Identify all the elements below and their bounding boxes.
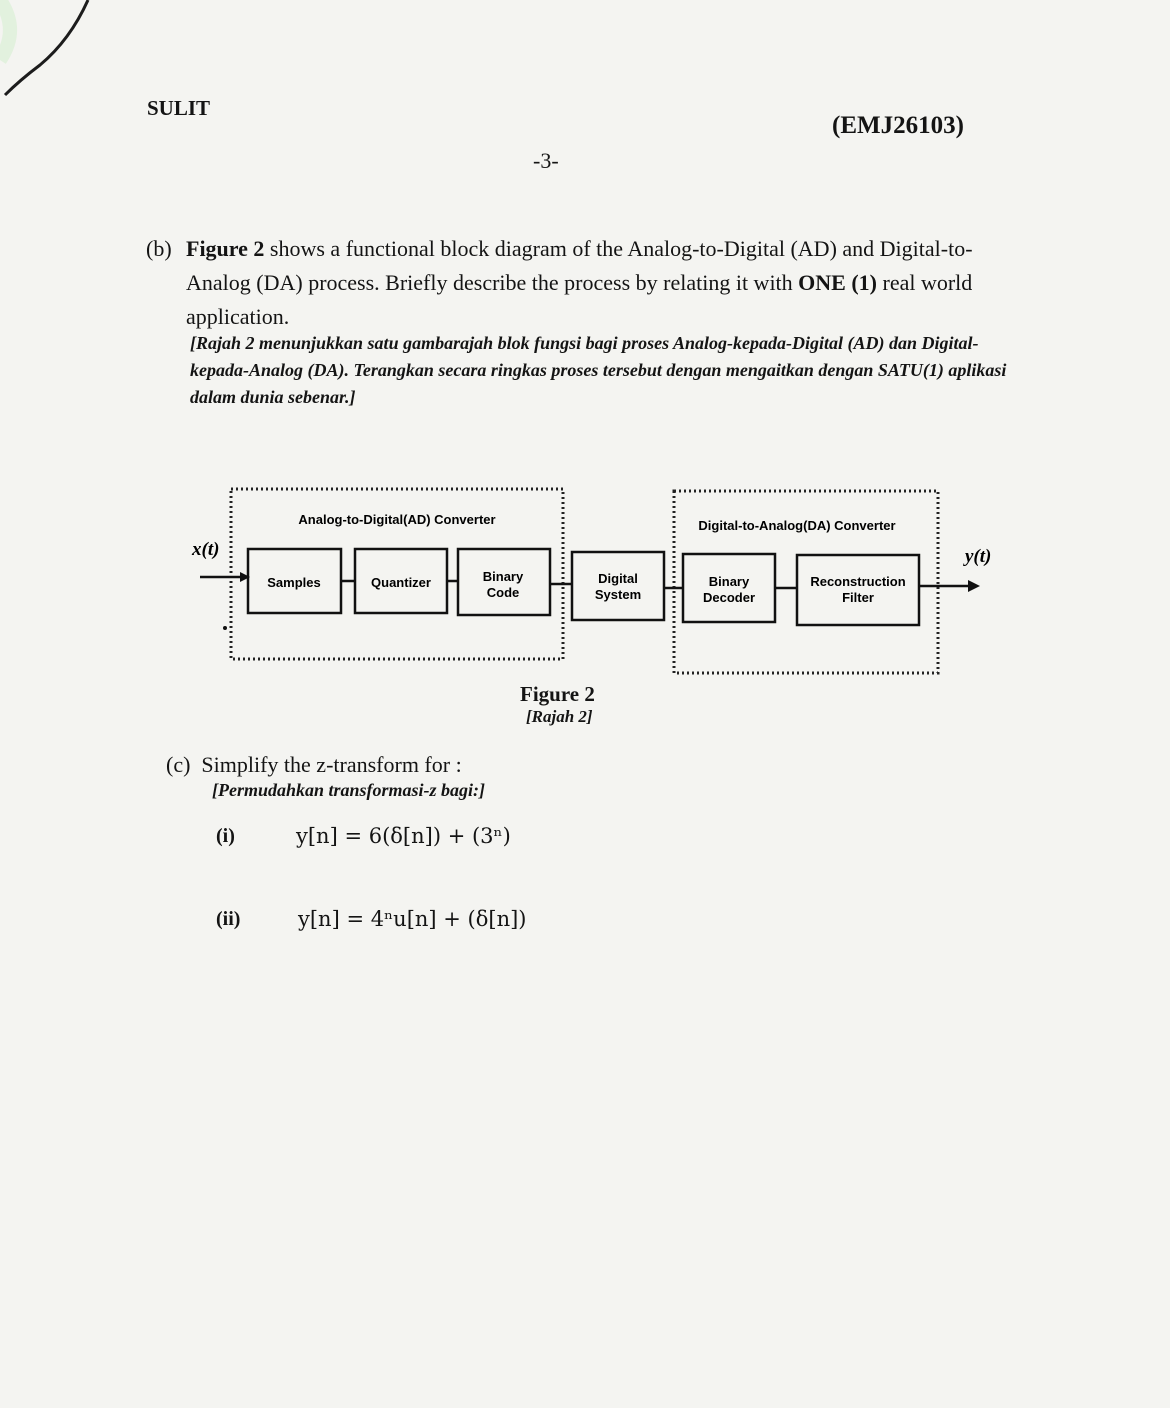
- binary-code-label-2: Code: [486, 585, 520, 600]
- item-ii-label: (ii): [216, 908, 241, 930]
- figure-caption: Figure 2: [520, 682, 595, 706]
- question-b-malay: [Rajah 2 menunjukkan satu gambarajah blok fungsi bagi proses Analog-kepada-Digital (AD) dan Digital- kepada-Analog (DA). Terangkan secara ringkas proses tersebut dengan mengaitkan dengan SATU(1) aplikasi dalam dunia sebenar.]: [190, 333, 1007, 407]
- course-code: (EMJ26103): [832, 112, 964, 139]
- item-i-label: (i): [216, 825, 235, 847]
- output-label: y(t): [965, 546, 992, 567]
- item-i-equation: y[n] = 6(δ[n]) + (3ⁿ): [296, 824, 511, 848]
- pen-mark: [0, 0, 120, 110]
- da-title: Digital-to-Analog(DA) Converter: [698, 518, 896, 533]
- binary-decoder-label-2: Decoder: [702, 590, 756, 605]
- question-b-label: (b): [146, 236, 172, 261]
- samples-label: Samples: [267, 575, 321, 590]
- recon-filter-label-1: Reconstruction: [810, 574, 906, 589]
- binary-decoder-label-1: Binary: [708, 574, 750, 589]
- figure-ref: Figure 2: [186, 236, 265, 261]
- quantizer-label: Quantizer: [371, 575, 431, 590]
- question-c-label: (c): [166, 752, 191, 777]
- question-c-text: Simplify the z-transform for :: [201, 752, 462, 777]
- question-c-malay: [Permudahkan transformasi-z bagi:]: [212, 780, 486, 800]
- recon-filter-label-2: Filter: [842, 590, 874, 605]
- input-label: x(t): [192, 539, 220, 560]
- question-b: [146, 232, 1006, 334]
- block-diagram: [180, 480, 1020, 680]
- digital-system-label-2: System: [594, 587, 642, 602]
- question-b-text: Figure 2 shows a functional block diagram of the Analog-to-Digital (AD) and Digital-to-Analog (DA) process. Briefly describe the process by relating it with ONE (1) real world application.: [186, 236, 973, 329]
- emphasis-one: ONE (1): [798, 270, 877, 295]
- digital-system-label-1: Digital: [598, 571, 638, 586]
- binary-code-label-1: Binary: [482, 569, 524, 584]
- header-sulit: SULIT: [147, 96, 211, 120]
- item-ii-equation: y[n] = 4ⁿu[n] + (δ[n]): [298, 907, 527, 931]
- figure-caption-malay: [Rajah 2]: [526, 707, 593, 726]
- question-c: [166, 752, 462, 778]
- page-number: -3-: [533, 148, 559, 173]
- digital-system-block: [572, 552, 664, 620]
- ad-title: Analog-to-Digital(AD) Converter: [298, 512, 496, 527]
